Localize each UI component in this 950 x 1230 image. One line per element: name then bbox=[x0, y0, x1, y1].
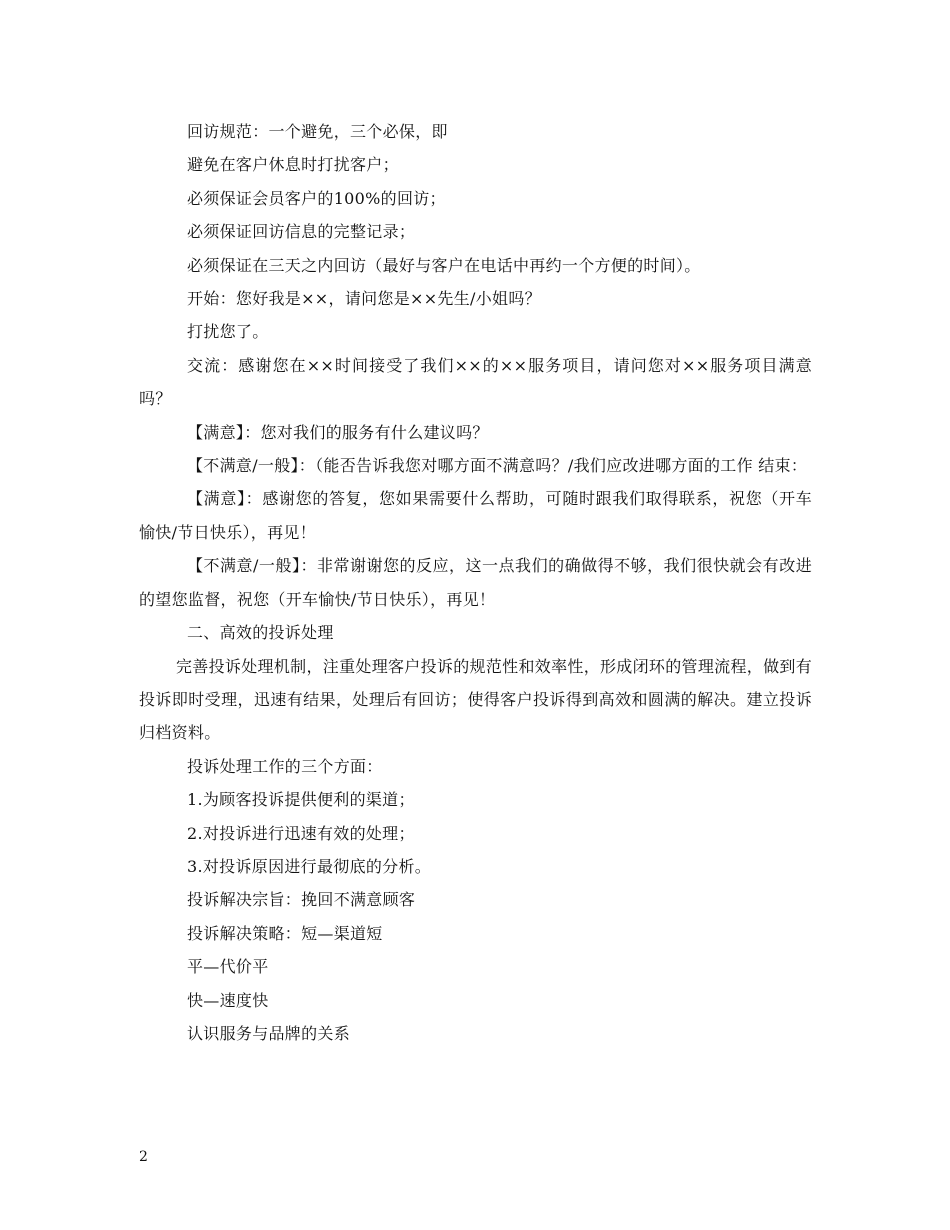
list-item-3: 3.对投诉原因进行最彻底的分析。 bbox=[187, 856, 432, 876]
page-number: 2 bbox=[139, 1149, 148, 1165]
paragraph-communication: 交流：感谢您在××时间接受了我们××的××服务项目，请问您对××服务项目满意吗？ bbox=[139, 355, 812, 409]
paragraph-member-followup: 必须保证会员客户的100%的回访； bbox=[187, 188, 446, 208]
paragraph-unsatisfied-question: 【不满意/一般】：（能否告诉我您对哪方面不满意吗？/我们应改进哪方面的工作 结束： bbox=[187, 456, 808, 476]
list-item-2: 2.对投诉进行迅速有效的处理； bbox=[187, 823, 415, 843]
paragraph-avoid-disturb: 避免在客户休息时打扰客户； bbox=[187, 155, 399, 175]
paragraph-three-days: 必须保证在三天之内回访（最好与客户在电话中再约一个方便的时间）。 bbox=[187, 255, 701, 275]
paragraph-purpose: 投诉解决宗旨：挽回不满意顾客 bbox=[187, 890, 416, 910]
paragraph-complete-record: 必须保证回访信息的完整记录； bbox=[187, 222, 416, 242]
document-body bbox=[139, 115, 812, 1050]
paragraph-strategy: 投诉解决策略：短—渠道短 bbox=[187, 923, 383, 943]
paragraph-three-aspects: 投诉处理工作的三个方面： bbox=[187, 756, 383, 776]
paragraph-followup-standard: 回访规范：一个避免，三个必保，即 bbox=[187, 122, 448, 141]
paragraph-satisfied-closing: 【满意】：感谢您的答复，您如果需要什么帮助，可随时跟我们取得联系，祝您（开车愉快/节日快乐），再见！ bbox=[139, 489, 812, 542]
paragraph-fair-cost: 平—代价平 bbox=[187, 957, 269, 977]
paragraph-complaint-mechanism: 完善投诉处理机制，注重处理客户投诉的规范性和效率性，形成闭环的管理流程，做到有投诉即时受理，迅速有结果，处理后有回访；使得客户投诉得到高效和圆满的解决。建立投诉归档资料。 bbox=[139, 656, 812, 743]
paragraph-satisfied-question: 【满意】：您对我们的服务有什么建议吗？ bbox=[187, 422, 489, 442]
list-item-1: 1.为顾客投诉提供便利的渠道； bbox=[187, 790, 415, 810]
paragraph-opening: 开始：您好我是××，请问您是××先生/小姐吗？ bbox=[187, 289, 541, 309]
paragraph-unsatisfied-closing: 【不满意/一般】：非常谢谢您的反应，这一点我们的确做得不够，我们很快就会有改进的望您监督，祝您（开车愉快/节日快乐），再见！ bbox=[139, 556, 812, 609]
paragraph-fast-speed: 快—速度快 bbox=[187, 990, 269, 1010]
section-heading-complaint-handling: 二、高效的投诉处理 bbox=[187, 623, 334, 643]
paragraph-service-brand: 认识服务与品牌的关系 bbox=[187, 1023, 351, 1043]
paragraph-disturb: 打扰您了。 bbox=[187, 322, 269, 342]
